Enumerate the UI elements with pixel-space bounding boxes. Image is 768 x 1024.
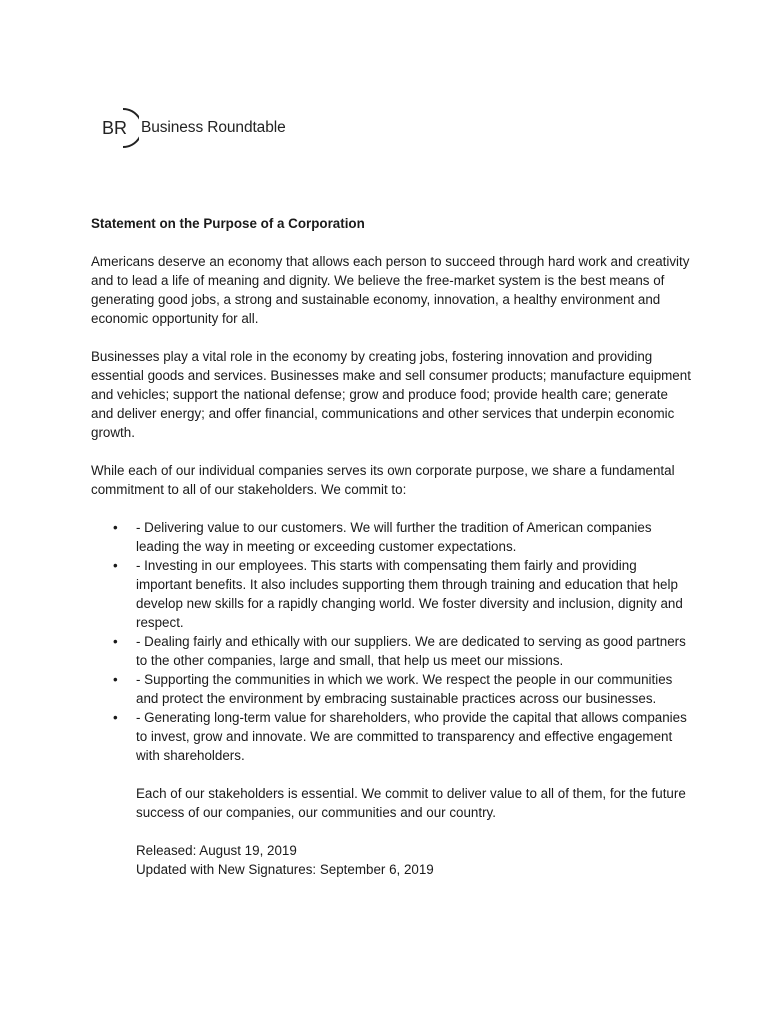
logo-mark-text: BR	[102, 118, 128, 138]
bullet-icon: •	[113, 634, 118, 649]
business-roundtable-logo	[101, 106, 286, 150]
commitment-communities: - Supporting the communities in which we work. We respect the people in our communities and protect the environment by embracing sustainable practices across our businesses.	[136, 672, 673, 706]
commitments-list	[91, 518, 691, 765]
bullet-icon: •	[113, 710, 118, 725]
list-item	[91, 518, 691, 556]
document-title: Statement on the Purpose of a Corporation	[91, 216, 365, 231]
list-item	[91, 632, 691, 670]
logo-name: Business Roundtable	[141, 119, 286, 136]
commitment-customers: - Delivering value to our customers. We will further the tradition of American companies leading the way in meeting or exceeding customer expectations.	[136, 520, 652, 554]
list-item	[91, 556, 691, 632]
paragraph-business-role: Businesses play a vital role in the economy by creating jobs, fostering innovation and providing essential goods and services. Businesses make and sell consumer products; manufacture equipment and vehicles; support the national defense; grow and produce food; provide health care; generate and deliver energy; and offer financial, communications and other services that underpin economic growth.	[91, 349, 691, 440]
br-logo-mark	[101, 106, 139, 150]
paragraph-economy: Americans deserve an economy that allows each person to succeed through hard work and creativity and to lead a life of meaning and dignity. We believe the free-market system is the best means of generating good jobs, a strong and sustainable economy, innovation, a healthy environment and economic opportunity for all.	[91, 254, 690, 326]
updated-date: Updated with New Signatures: September 6, 2019	[136, 862, 434, 877]
list-item	[91, 708, 691, 765]
document-body	[91, 214, 691, 879]
paragraph-commitment-intro: While each of our individual companies serves its own corporate purpose, we share a fundamental commitment to all of our stakeholders. We commit to:	[91, 463, 675, 497]
bullet-icon: •	[113, 558, 118, 573]
bullet-icon: •	[113, 672, 118, 687]
list-item	[91, 670, 691, 708]
released-date: Released: August 19, 2019	[136, 843, 297, 858]
closing-paragraph: Each of our stakeholders is essential. We commit to deliver value to all of them, for the future success of our companies, our communities and our country.	[136, 786, 686, 820]
commitment-shareholders: - Generating long-term value for shareholders, who provide the capital that allows companies to invest, grow and innovate. We are committed to transparency and effective engagement with shareholders.	[136, 710, 687, 763]
bullet-icon: •	[113, 520, 118, 535]
commitment-employees: - Investing in our employees. This starts with compensating them fairly and providing important benefits. It also includes supporting them through training and education that help develop new skills for a rapidly changing world. We foster diversity and inclusion, dignity and respect.	[136, 558, 683, 630]
commitment-suppliers: - Dealing fairly and ethically with our suppliers. We are dedicated to serving as good partners to the other companies, large and small, that help us meet our missions.	[136, 634, 686, 668]
